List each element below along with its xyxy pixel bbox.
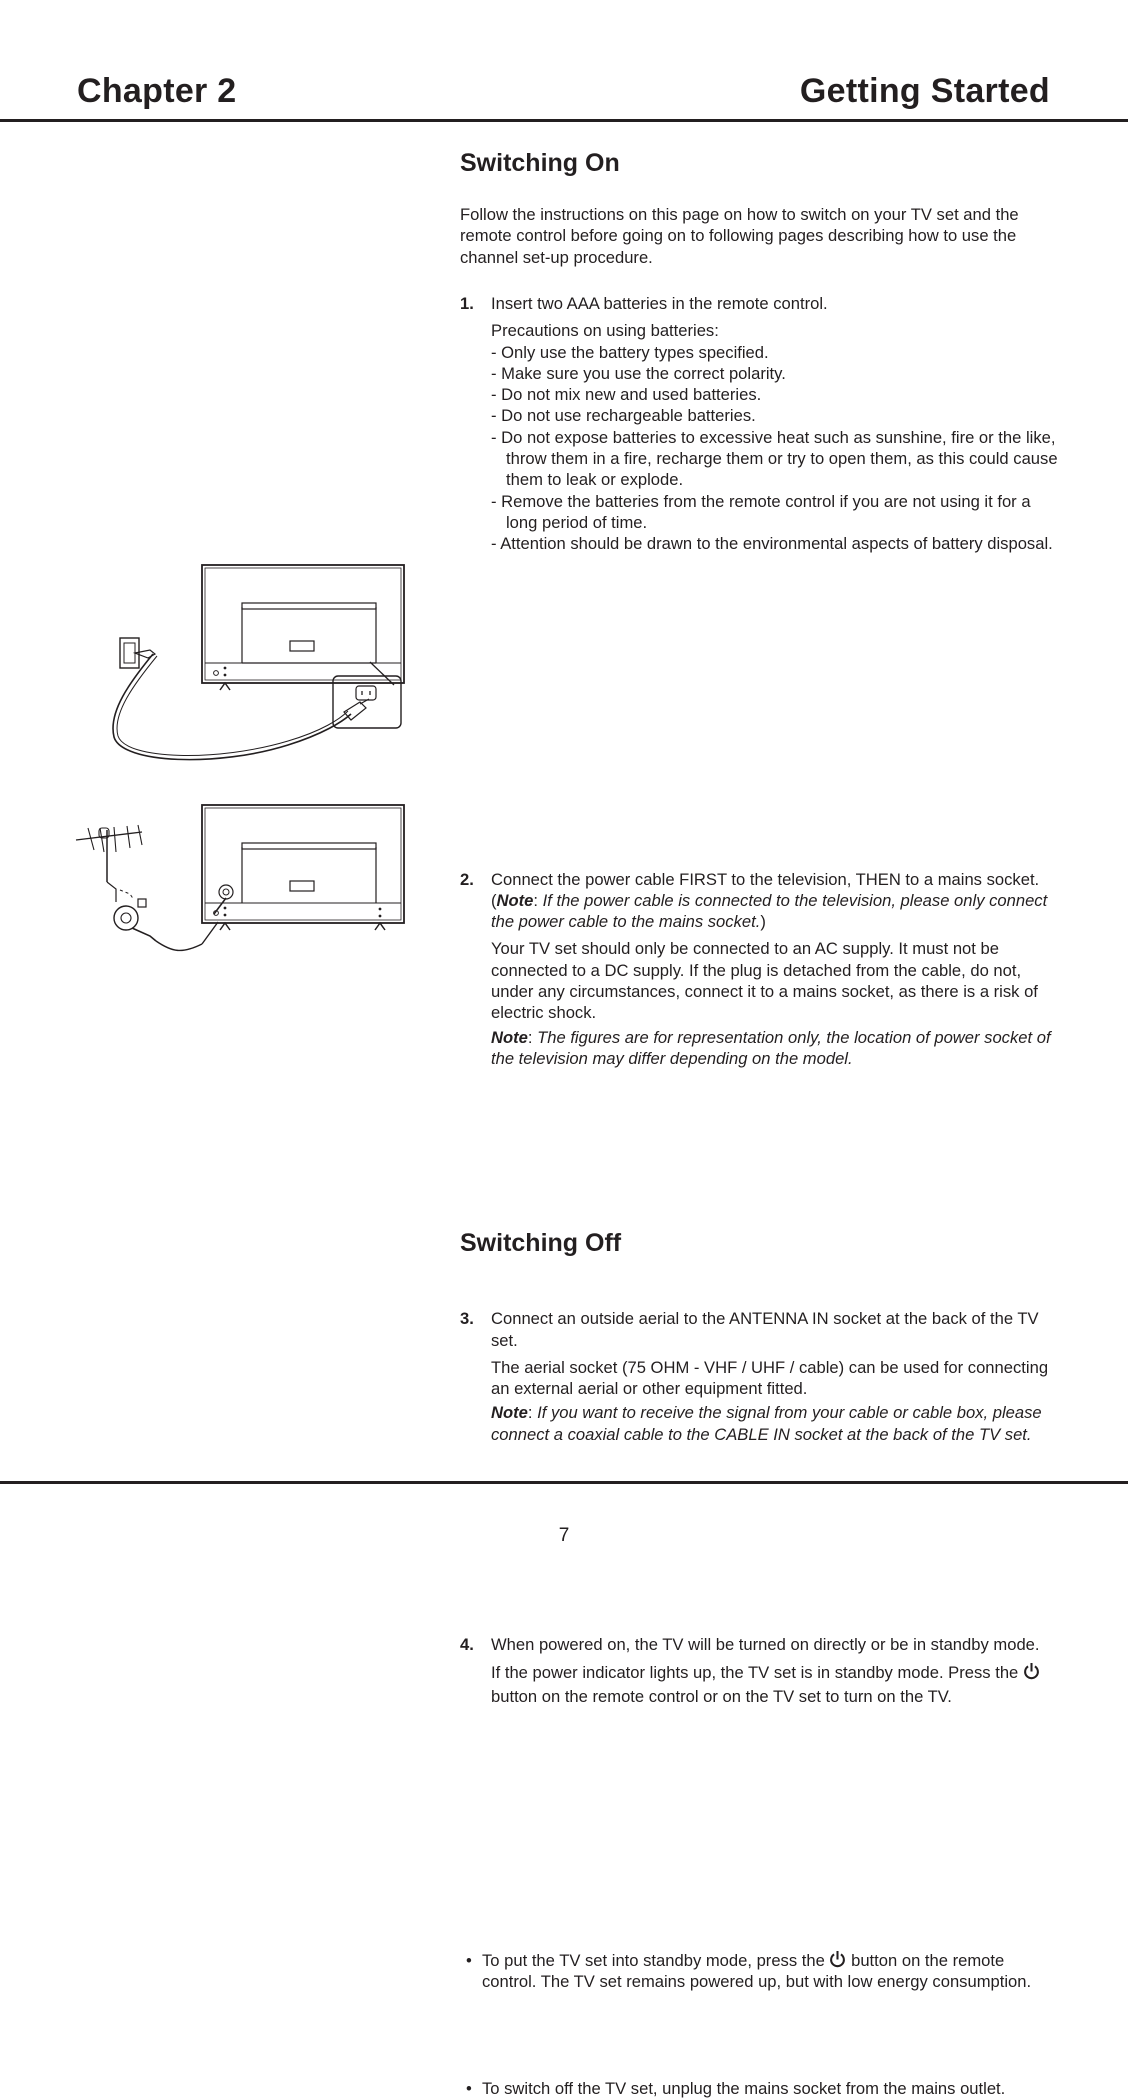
note-label: Note xyxy=(496,890,534,910)
power-icon xyxy=(1023,1662,1040,1681)
step-4 xyxy=(460,1634,1060,1709)
switching-on-heading: Switching On xyxy=(460,149,620,177)
step-2 xyxy=(460,869,1060,1070)
switching-off-section xyxy=(460,1228,1060,1258)
power-icon xyxy=(829,1950,846,1969)
bullet-dot: • xyxy=(466,2079,472,2099)
bullet-standby: • To put the TV set into standby mode, press the button on the remote control. The TV set remains powered up, but with low energy consumption. xyxy=(466,1951,1032,1992)
step-number: 3. xyxy=(460,1309,474,1329)
precaution-item: - Make sure you use the correct polarity. xyxy=(491,363,786,383)
step-3 xyxy=(460,1308,1060,1445)
precautions-title: Precautions on using batteries: xyxy=(491,321,719,341)
switching-off-heading: Switching Off xyxy=(460,1229,622,1257)
footer-rule xyxy=(0,1481,1128,1484)
step-text: Connect the power cable FIRST to the television, THEN to a mains socket. (Note: If the power cable is connected to the television, please only connect the power cable to the mains socket.) xyxy=(491,869,1048,932)
bullet-unplug: • To switch off the TV set, unplug the mains socket from the mains outlet. xyxy=(466,2079,1006,2099)
aerial-socket-paragraph: The aerial socket (75 OHM - VHF / UHF / cable) can be used for connecting an external aerial or other equipment fitted. xyxy=(491,1357,1049,1399)
step-text: Connect an outside aerial to the ANTENNA IN socket at the back of the TV set. xyxy=(491,1309,1039,1350)
antenna-connection-figure xyxy=(72,802,410,962)
standby-paragraph: If the power indicator lights up, the TV set is in standby mode. Press the button on the remote control or on the TV set to turn on the TV. xyxy=(491,1661,1060,1709)
chapter-label: Chapter 2 xyxy=(77,72,237,110)
precaution-item: - Attention should be drawn to the environmental aspects of battery disposal. xyxy=(491,534,1053,554)
page-number: 7 xyxy=(558,1525,570,1546)
step-number: 4. xyxy=(460,1635,474,1655)
page-header xyxy=(0,0,1128,126)
precaution-item: - Do not mix new and used batteries. xyxy=(491,385,762,405)
step-number: 1. xyxy=(460,294,474,313)
chapter-title: Getting Started xyxy=(799,72,1050,110)
note-text: If the power cable is connected to the television, please only connect the power cable to the mains socket. xyxy=(491,890,1048,932)
cable-note: Note: If you want to receive the signal from your cable or cable box, please connect a coaxial cable to the CABLE IN socket at the back of the TV set. xyxy=(491,1403,1042,1444)
ac-supply-paragraph: Your TV set should only be connected to an AC supply. It must not be connected to a DC supply. If the plug is detached from the cable, do not, under any circumstances, connect it to a mains socket, as there is a risk of electric shock. xyxy=(491,939,1038,1023)
precaution-item: - Only use the battery types specified. xyxy=(491,342,769,362)
precaution-item: - Do not expose batteries to excessive heat such as sunshine, fire or the like, throw them in a fire, recharge them or try to open them, as this could cause them to leak or explode. xyxy=(491,427,1058,490)
intro-paragraph: Follow the instructions on this page on how to switch on your TV set and the remote control before going on to following pages describing how to use the channel set-up procedure. xyxy=(460,205,1019,267)
power-connection-figure xyxy=(108,562,408,762)
precaution-item: - Remove the batteries from the remote control if you are not using it for a long period of time. xyxy=(491,491,1031,532)
header-rule xyxy=(0,119,1128,122)
step-number: 2. xyxy=(460,869,474,889)
step-1 xyxy=(460,293,1060,555)
precaution-item: - Do not use rechargeable batteries. xyxy=(491,406,756,426)
switching-on-section xyxy=(460,148,1060,178)
figure-note: Note: The figures are for representation only, the location of power socket of the television may differ depending on the model. xyxy=(491,1027,1051,1068)
bullet-dot: • xyxy=(466,1951,472,1971)
step-text: When powered on, the TV will be turned on directly or be in standby mode. xyxy=(491,1635,1040,1655)
step-text: Insert two AAA batteries in the remote control. xyxy=(491,294,828,313)
